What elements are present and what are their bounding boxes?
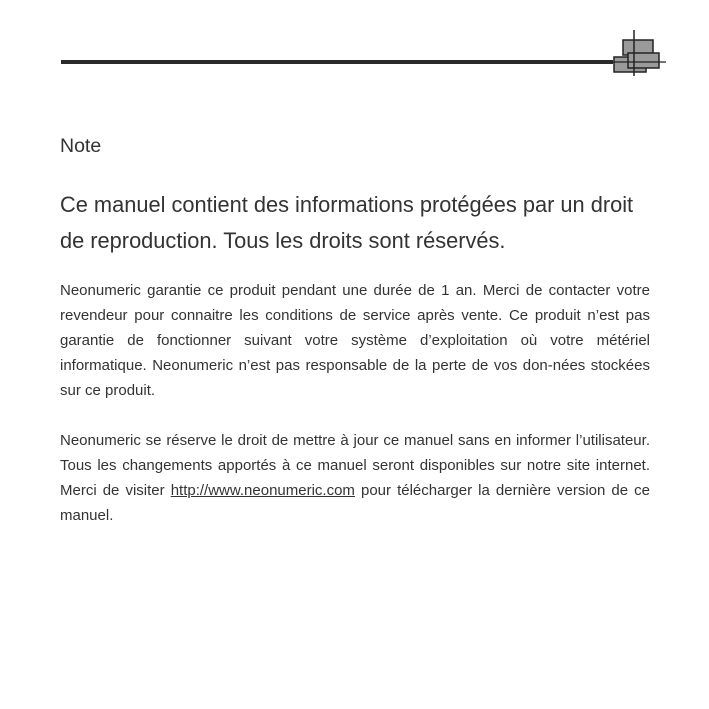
copyright-notice: Ce manuel contient des informations protégées par un droit de reproduction. Tous les droits sont réservés. xyxy=(60,192,634,253)
crop-mark-squares-icon xyxy=(610,30,666,78)
update-paragraph xyxy=(60,428,650,528)
header-rule xyxy=(61,60,613,64)
warranty-paragraph: Neonumeric garantie ce produit pendant une durée de 1 an. Merci de contacter votre revendeur pour connaitre les conditions de service après vente. Ce produit n’est pas garantie de fonctionner suivant votre système d’exploitation où votre métériel informatique. Neonumeric n’est pas responsable de la perte de vos don-nées stockées sur ce produit. xyxy=(60,282,650,399)
website-link[interactable]: http://www.neonumeric.com xyxy=(170,482,355,499)
page-content xyxy=(60,131,650,528)
page-title: Note xyxy=(60,135,102,157)
update-text-after-link: pour télécharger la dernière version de ce manuel. xyxy=(60,482,650,524)
update-text-before-link: Neonumeric se réserve le droit de mettre à jour ce manuel sans en informer l’utilisateur. Tous les changements apportés à ce manuel seront disponibles sur notre site internet. Merci de visiter xyxy=(60,432,650,499)
